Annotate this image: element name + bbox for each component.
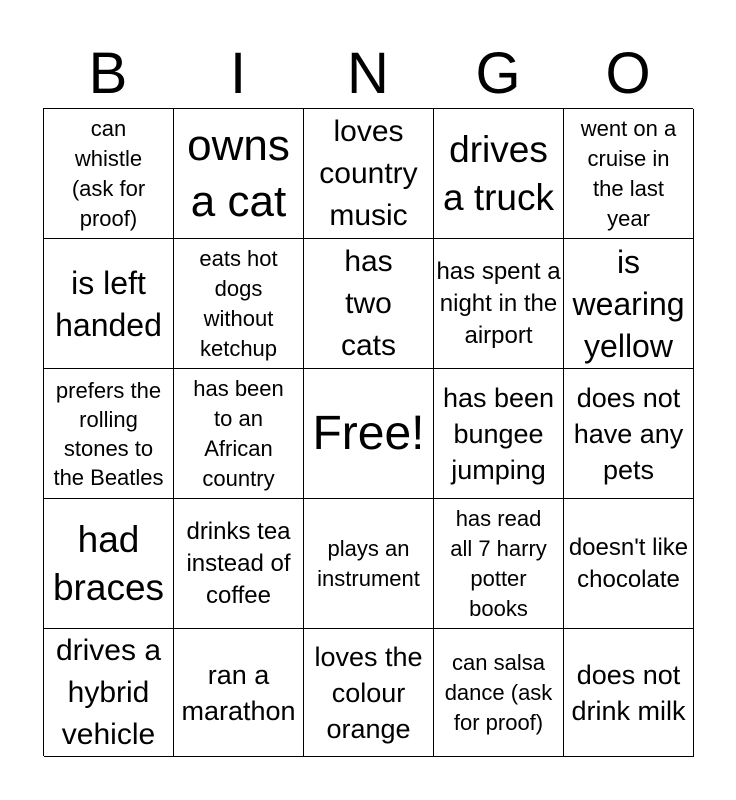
cell-text: does not have any pets [573, 382, 684, 485]
cell-text: loves country music [319, 114, 418, 232]
cell-text: doesn't like chocolate [568, 533, 689, 593]
cell-text: has spent a night in the airport [436, 257, 561, 349]
cell-text: eats hot dogs without ketchup [199, 245, 278, 361]
bingo-cell[interactable] [304, 239, 434, 369]
bingo-cell[interactable] [434, 499, 564, 629]
bingo-cell[interactable] [44, 629, 174, 757]
bingo-cell[interactable] [174, 499, 304, 629]
cell-text: has been to an African country [193, 375, 284, 491]
header-letter-b: B [88, 41, 128, 106]
cell-text: owns a cat [187, 120, 290, 226]
cell-text: has read all 7 harry potter books [450, 505, 547, 621]
cell-text: does not drink milk [571, 659, 686, 726]
bingo-board [43, 108, 693, 756]
header-letter-o: O [605, 41, 651, 106]
bingo-cell[interactable] [44, 239, 174, 369]
bingo-cell[interactable] [434, 239, 564, 369]
bingo-cell[interactable] [564, 369, 694, 499]
bingo-cell[interactable] [564, 239, 694, 369]
bingo-cell[interactable] [434, 369, 564, 499]
bingo-cell[interactable] [304, 369, 434, 499]
cell-text: loves the colour orange [314, 641, 423, 744]
bingo-cell[interactable] [434, 109, 564, 239]
bingo-cell[interactable] [174, 239, 304, 369]
cell-text: is left handed [55, 264, 162, 343]
cell-text: has been bungee jumping [442, 382, 555, 485]
bingo-cell[interactable] [44, 369, 174, 499]
cell-text: went on a cruise in the last year [580, 115, 677, 231]
cell-text: drives a truck [442, 128, 555, 218]
bingo-cell[interactable] [564, 499, 694, 629]
cell-text: prefers the rolling stones to the Beatles [53, 377, 164, 490]
header-letter-g: G [475, 41, 521, 106]
cell-text: ran a marathon [181, 659, 296, 726]
bingo-cell[interactable] [304, 109, 434, 239]
bingo-cell[interactable] [174, 109, 304, 239]
cell-text: has two cats [340, 244, 397, 362]
cell-text: plays an instrument [317, 535, 420, 591]
bingo-cell[interactable] [174, 369, 304, 499]
cell-text: can salsa dance (ask for proof) [444, 649, 553, 735]
bingo-cell[interactable] [434, 629, 564, 757]
bingo-cell[interactable] [174, 629, 304, 757]
cell-text: is wearing yellow [572, 243, 685, 364]
header-letter-i: I [229, 41, 247, 106]
cell-text: drives a hybrid vehicle [55, 633, 162, 751]
cell-text: drinks tea instead of coffee [186, 517, 291, 609]
bingo-cell[interactable] [564, 109, 694, 239]
bingo-cell[interactable] [564, 629, 694, 757]
cell-text: can whistle (ask for proof) [71, 115, 146, 231]
cell-text: Free! [312, 406, 425, 460]
bingo-cell[interactable] [304, 629, 434, 757]
cell-text: had braces [52, 518, 165, 608]
bingo-header [43, 40, 693, 108]
bingo-cell[interactable] [44, 109, 174, 239]
header-letter-n: N [347, 41, 389, 106]
bingo-cell[interactable] [44, 499, 174, 629]
bingo-cell[interactable] [304, 499, 434, 629]
